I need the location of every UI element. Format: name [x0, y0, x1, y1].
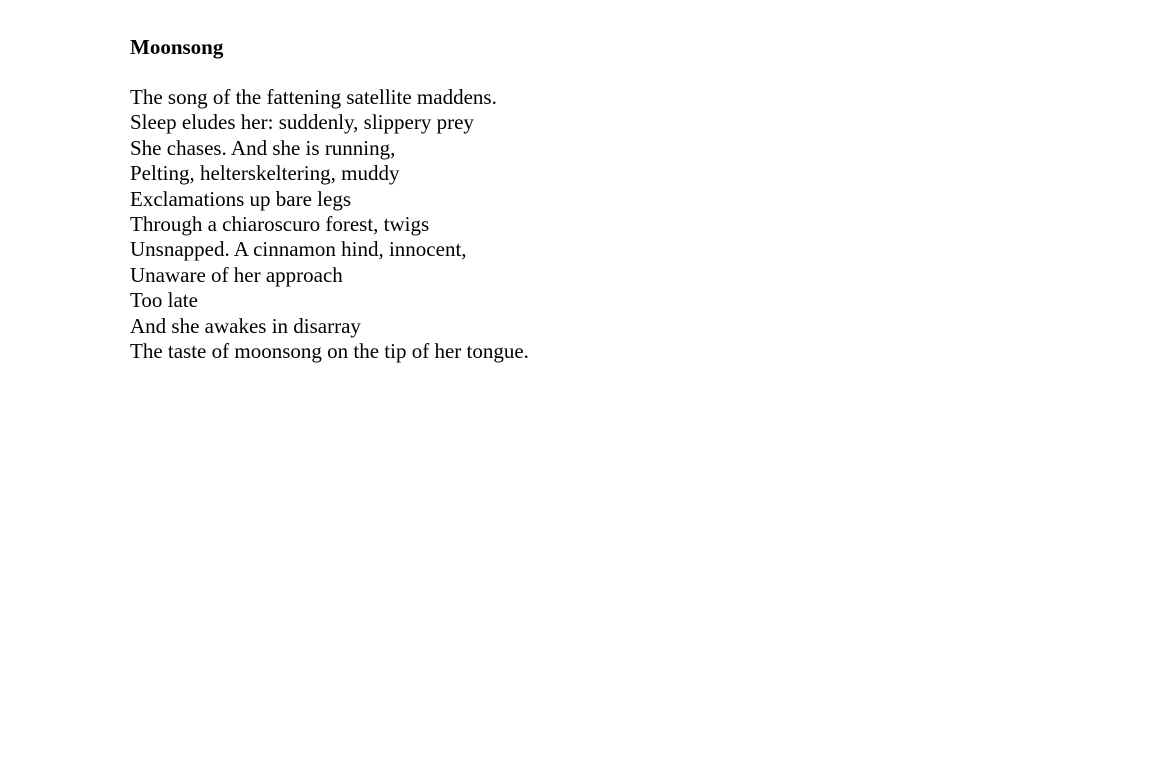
poem-body: [130, 85, 1030, 364]
poem-line: Sleep eludes her: suddenly, slippery prey: [130, 110, 474, 135]
poem-title: Moonsong: [130, 35, 224, 59]
poem-line: And she awakes in disarray: [130, 313, 361, 338]
document-page: [130, 33, 1030, 364]
poem-line: The song of the fattening satellite maddens.: [130, 85, 497, 109]
poem-line: Pelting, helterskeltering, muddy: [130, 161, 400, 186]
poem-line: Unsnapped. A cinnamon hind, innocent,: [130, 237, 467, 262]
poem-line: Unaware of her approach: [130, 262, 343, 287]
poem-line: Exclamations up bare legs: [130, 186, 352, 211]
poem-line: Through a chiaroscuro forest, twigs: [130, 212, 430, 237]
poem-line: The taste of moonsong on the tip of her tongue.: [130, 339, 529, 364]
poem-line: She chases. And she is running,: [130, 135, 396, 160]
poem-line: Too late: [130, 288, 198, 313]
